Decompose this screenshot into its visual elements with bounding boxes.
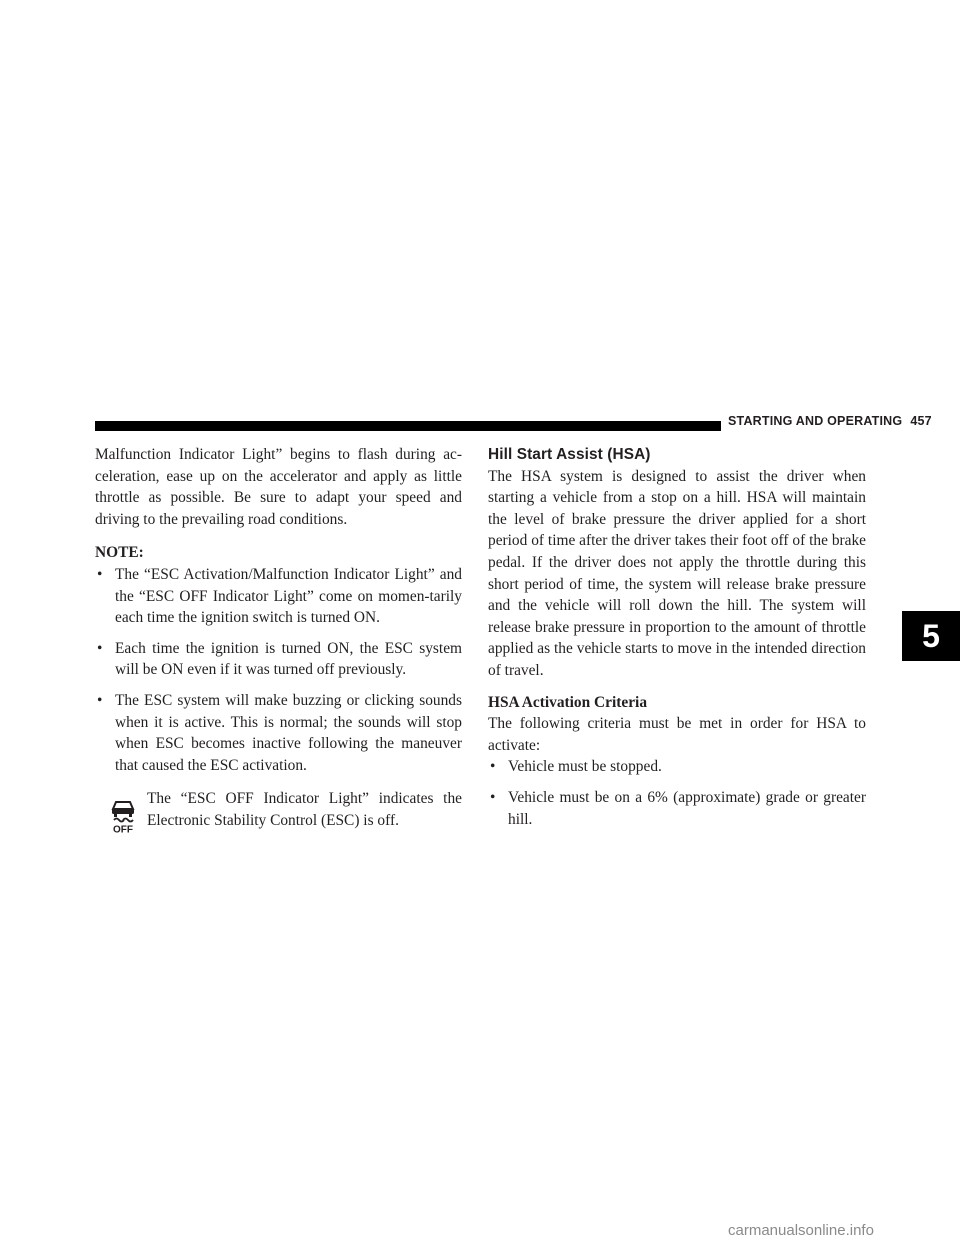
chapter-tab: 5 bbox=[902, 611, 960, 661]
criteria-item: • Vehicle must be stopped. bbox=[488, 756, 866, 778]
criteria-intro: The following criteria must be met in order for HSA to activate: bbox=[488, 715, 866, 754]
watermark: carmanualsonline.info bbox=[728, 1222, 874, 1239]
note-label: NOTE: bbox=[95, 544, 144, 562]
section-title: Hill Start Assist (HSA) bbox=[488, 446, 651, 463]
header-rule bbox=[95, 421, 721, 431]
criteria-list bbox=[488, 756, 866, 830]
note-list bbox=[95, 564, 462, 776]
note-item: • Each time the ignition is turned ON, the ESC system will be ON even if it was turned off previously. bbox=[95, 638, 462, 681]
intro-paragraph: Malfunction Indicator Light” begins to flash during ac-celeration, ease up on the accelerator and apply as little throttle as possible. Be sure to adapt your speed and driving to the prevailing road conditions. bbox=[95, 446, 462, 528]
criteria-item: • Vehicle must be on a 6% (approximate) grade or greater hill. bbox=[488, 787, 866, 830]
esc-icon-label: OFF bbox=[113, 824, 133, 835]
running-header bbox=[728, 414, 932, 428]
page-number: 457 bbox=[910, 414, 932, 428]
indicator-description: The “ESC OFF Indicator Light” indicates the Electronic Stability Control (ESC) is off. bbox=[147, 790, 462, 829]
hsa-body-paragraph: The HSA system is designed to assist the driver when starting a vehicle from a stop on a hill. HSA will maintain the level of brake pressure the driver applied for a short period of time after the driver takes their foot off of the brake pedal. If the driver does not apply the throttle during this short period of time, the system will release brake pressure and the vehicle will roll down the hill. The system will release brake pressure in proportion to the amount of throttle applied as the vehicle starts to move in the intended direction of travel. bbox=[488, 467, 866, 679]
note-item: • The ESC system will make buzzing or clicking sounds when it is active. This is normal; the sounds will stop when ESC becomes inactive following the maneuver that caused the ESC activation. bbox=[95, 690, 462, 776]
left-column bbox=[95, 444, 462, 844]
subsection-title: HSA Activation Criteria bbox=[488, 693, 648, 711]
esc-off-icon bbox=[110, 798, 136, 834]
note-item: • The “ESC Activation/Malfunction Indicator Light” and the “ESC OFF Indicator Light” come on momen-tarily each time the ignition switch is turned ON. bbox=[95, 564, 462, 629]
indicator-block bbox=[95, 788, 462, 844]
right-column bbox=[488, 444, 866, 830]
section-name: STARTING AND OPERATING bbox=[728, 414, 903, 428]
